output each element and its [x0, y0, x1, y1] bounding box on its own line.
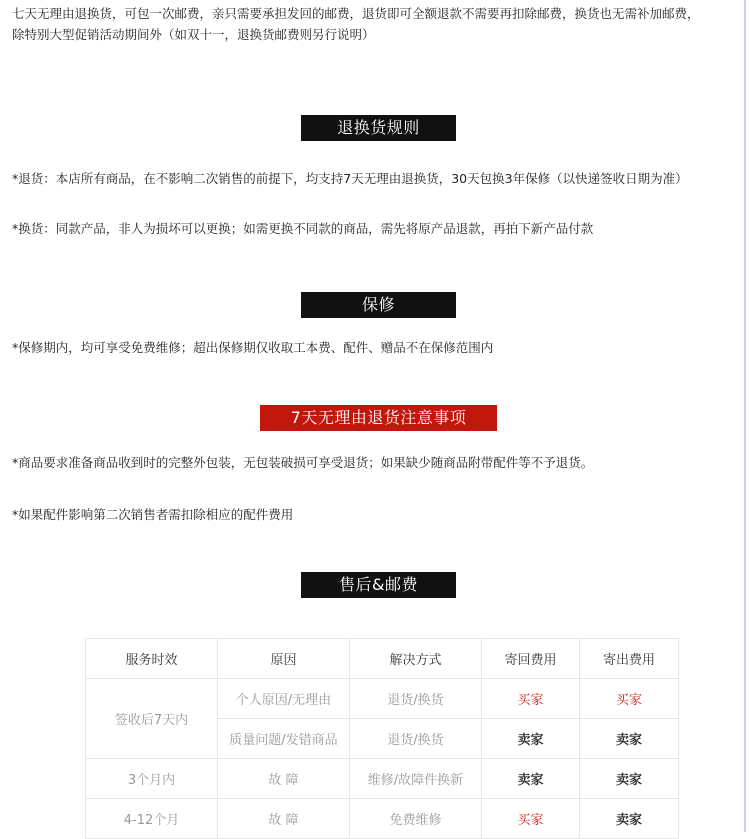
- header-send-fee: 寄出费用: [580, 639, 679, 679]
- reason-cell: 故 障: [218, 799, 350, 839]
- send-fee-cell: 卖家: [580, 759, 679, 799]
- header-solution: 解决方式: [350, 639, 482, 679]
- intro-line-1: 七天无理由退换货，可包一次邮费，亲只需要承担发回的邮费，退货即可全额退款不需要再扣除邮费，换货也无需补加邮费，: [12, 6, 700, 21]
- solution-cell: 退货/换货: [350, 679, 482, 719]
- warranty-heading: 保修: [301, 292, 456, 318]
- header-return-fee: 寄回费用: [482, 639, 580, 679]
- return-fee-cell: 买家: [482, 799, 580, 839]
- solution-cell: 退货/换货: [350, 719, 482, 759]
- period-cell: 3个月内: [86, 759, 218, 799]
- send-fee-cell: 卖家: [580, 719, 679, 759]
- reason-cell: 质量问题/发错商品: [218, 719, 350, 759]
- send-fee-cell: 买家: [580, 679, 679, 719]
- after-sales-table: [85, 638, 679, 839]
- return-fee-cell: 卖家: [482, 759, 580, 799]
- accessory-fee-text: *如果配件影响第二次销售者需扣除相应的配件费用: [12, 507, 294, 522]
- table-row: [86, 679, 679, 719]
- intro-text: [12, 3, 732, 45]
- period-cell: 签收后7天内: [86, 679, 218, 759]
- returns-heading: 退换货规则: [301, 115, 456, 141]
- table-row: [86, 799, 679, 839]
- exchange-policy-text: *换货：同款产品，非人为损坏可以更换；如需更换不同款的商品，需先将原产品退款，再拍下新产品付款: [12, 221, 594, 236]
- after-sales-heading: 售后&邮费: [301, 572, 456, 598]
- intro-line-2: 除特别大型促销活动期间外（如双十一，退换货邮费则另行说明）: [12, 27, 375, 42]
- solution-cell: 免费维修: [350, 799, 482, 839]
- solution-cell: 维修/故障件换新: [350, 759, 482, 799]
- reason-cell: 故 障: [218, 759, 350, 799]
- table-header-row: [86, 639, 679, 679]
- send-fee-cell: 卖家: [580, 799, 679, 839]
- return-fee-cell: 买家: [482, 679, 580, 719]
- seven-day-notice-heading: 7天无理由退货注意事项: [260, 405, 497, 431]
- packaging-requirement-text: *商品要求准备商品收到时的完整外包装，无包装破损可享受退货；如果缺少随商品附带配件等不予退货。: [12, 455, 594, 470]
- header-reason: 原因: [218, 639, 350, 679]
- header-service-period: 服务时效: [86, 639, 218, 679]
- returns-policy-text: *退货：本店所有商品，在不影响二次销售的前提下，均支持7天无理由退换货，30天包换3年保修（以快递签收日期为准）: [12, 171, 688, 186]
- return-fee-cell: 卖家: [482, 719, 580, 759]
- reason-cell: 个人原因/无理由: [218, 679, 350, 719]
- period-cell: 4-12个月: [86, 799, 218, 839]
- warranty-text: *保修期内，均可享受免费维修；超出保修期仅收取工本费、配件、赠品不在保修范围内: [12, 340, 494, 355]
- table-row: [86, 759, 679, 799]
